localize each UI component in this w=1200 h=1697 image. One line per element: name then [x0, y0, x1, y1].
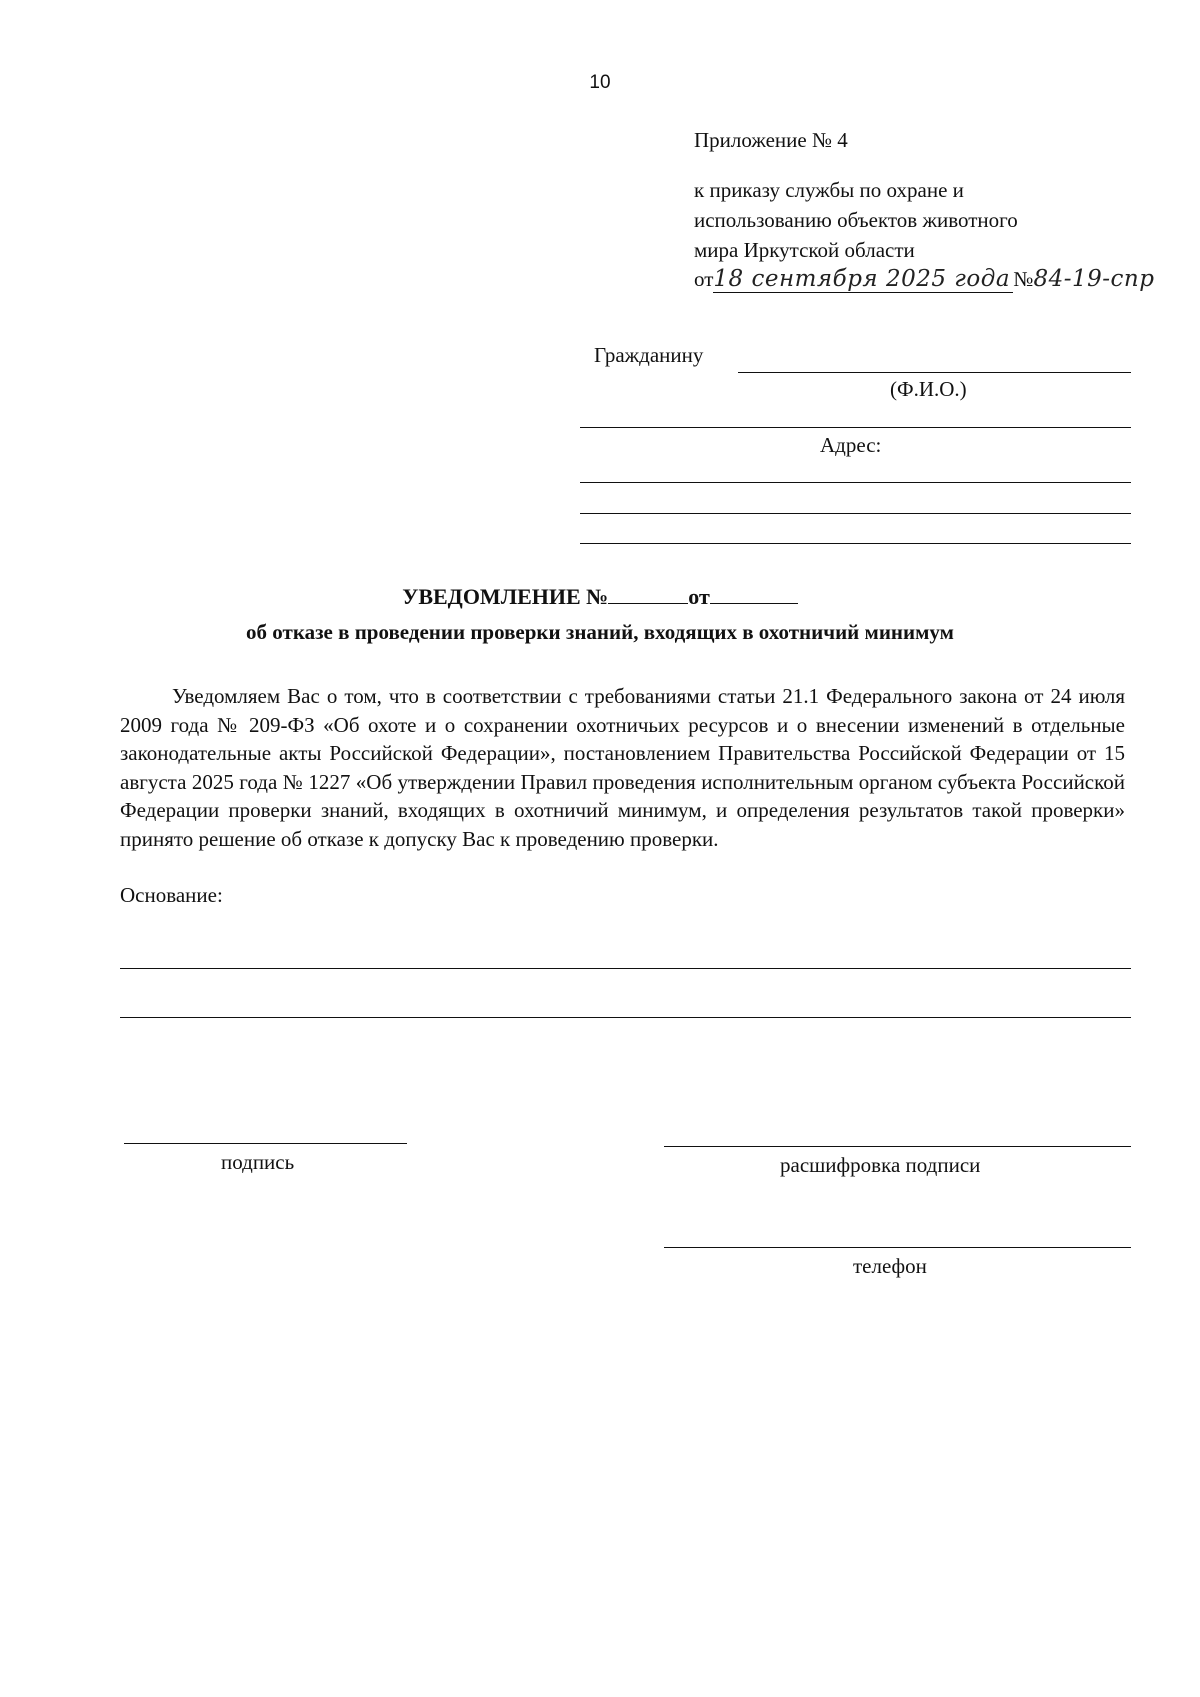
citizen-name-line [738, 372, 1131, 373]
basis-line [120, 968, 1131, 969]
appendix-line: к приказу службы по охране и [694, 178, 964, 202]
date-prefix: от [694, 267, 714, 291]
appendix-line: использованию объектов животного [694, 208, 1018, 232]
notice-subtitle: об отказе в проведении проверки знаний, входящих в охотничий минимум [246, 620, 954, 644]
notice-title-from: от [688, 584, 710, 609]
fio-caption: (Ф.И.О.) [890, 377, 967, 401]
notice-title-word: УВЕДОМЛЕНИЕ № [402, 584, 609, 609]
signature-decoding-label: расшифровка подписи [780, 1153, 981, 1177]
basis-line [120, 1017, 1131, 1018]
page-number: 10 [589, 72, 611, 93]
signature-line [124, 1143, 407, 1144]
order-date-number [694, 266, 1154, 300]
address-label: Адрес: [820, 433, 882, 457]
notice-body [120, 682, 1125, 854]
appendix-line: мира Иркутской области [694, 238, 915, 262]
handwritten-number: 84-19-спр [1033, 266, 1155, 292]
name-continuation-line [580, 427, 1131, 428]
phone-line [664, 1247, 1131, 1248]
notice-date-blank [710, 585, 798, 604]
address-line [580, 513, 1131, 514]
citizen-label: Гражданину [594, 343, 704, 367]
notice-paragraph: Уведомляем Вас о том, что в соответствии с требованиями статьи 21.1 Федерального закона от 24 июля 2009 года № 209-ФЗ «Об охоте и о сохранении охотничьих ресурсов и о внесении изменений в отдельные законодательные акты Российской Федерации», постановлением Правительства Российской Федерации от 15 августа 2025 года № 1227 «Об утверждении Правил проведения исполнительным органом субъекта Российской Федерации проверки знаний, входящих в охотничий минимум, и определения результатов такой проверки» принято решение об отказе к допуску Вас к проведению проверки. [120, 684, 1125, 851]
appendix-title: Приложение № 4 [694, 128, 848, 152]
notice-title [0, 584, 1200, 610]
address-line [580, 543, 1131, 544]
address-line [580, 482, 1131, 483]
signature-decoding-line [664, 1146, 1131, 1147]
handwritten-date: 18 сентября 2025 года [713, 266, 1013, 293]
number-prefix: № [1013, 267, 1034, 291]
basis-label: Основание: [120, 883, 223, 907]
signature-label: подпись [221, 1150, 295, 1174]
phone-label: телефон [853, 1254, 927, 1278]
notice-number-blank [608, 585, 688, 604]
appendix-reference [694, 175, 1018, 265]
